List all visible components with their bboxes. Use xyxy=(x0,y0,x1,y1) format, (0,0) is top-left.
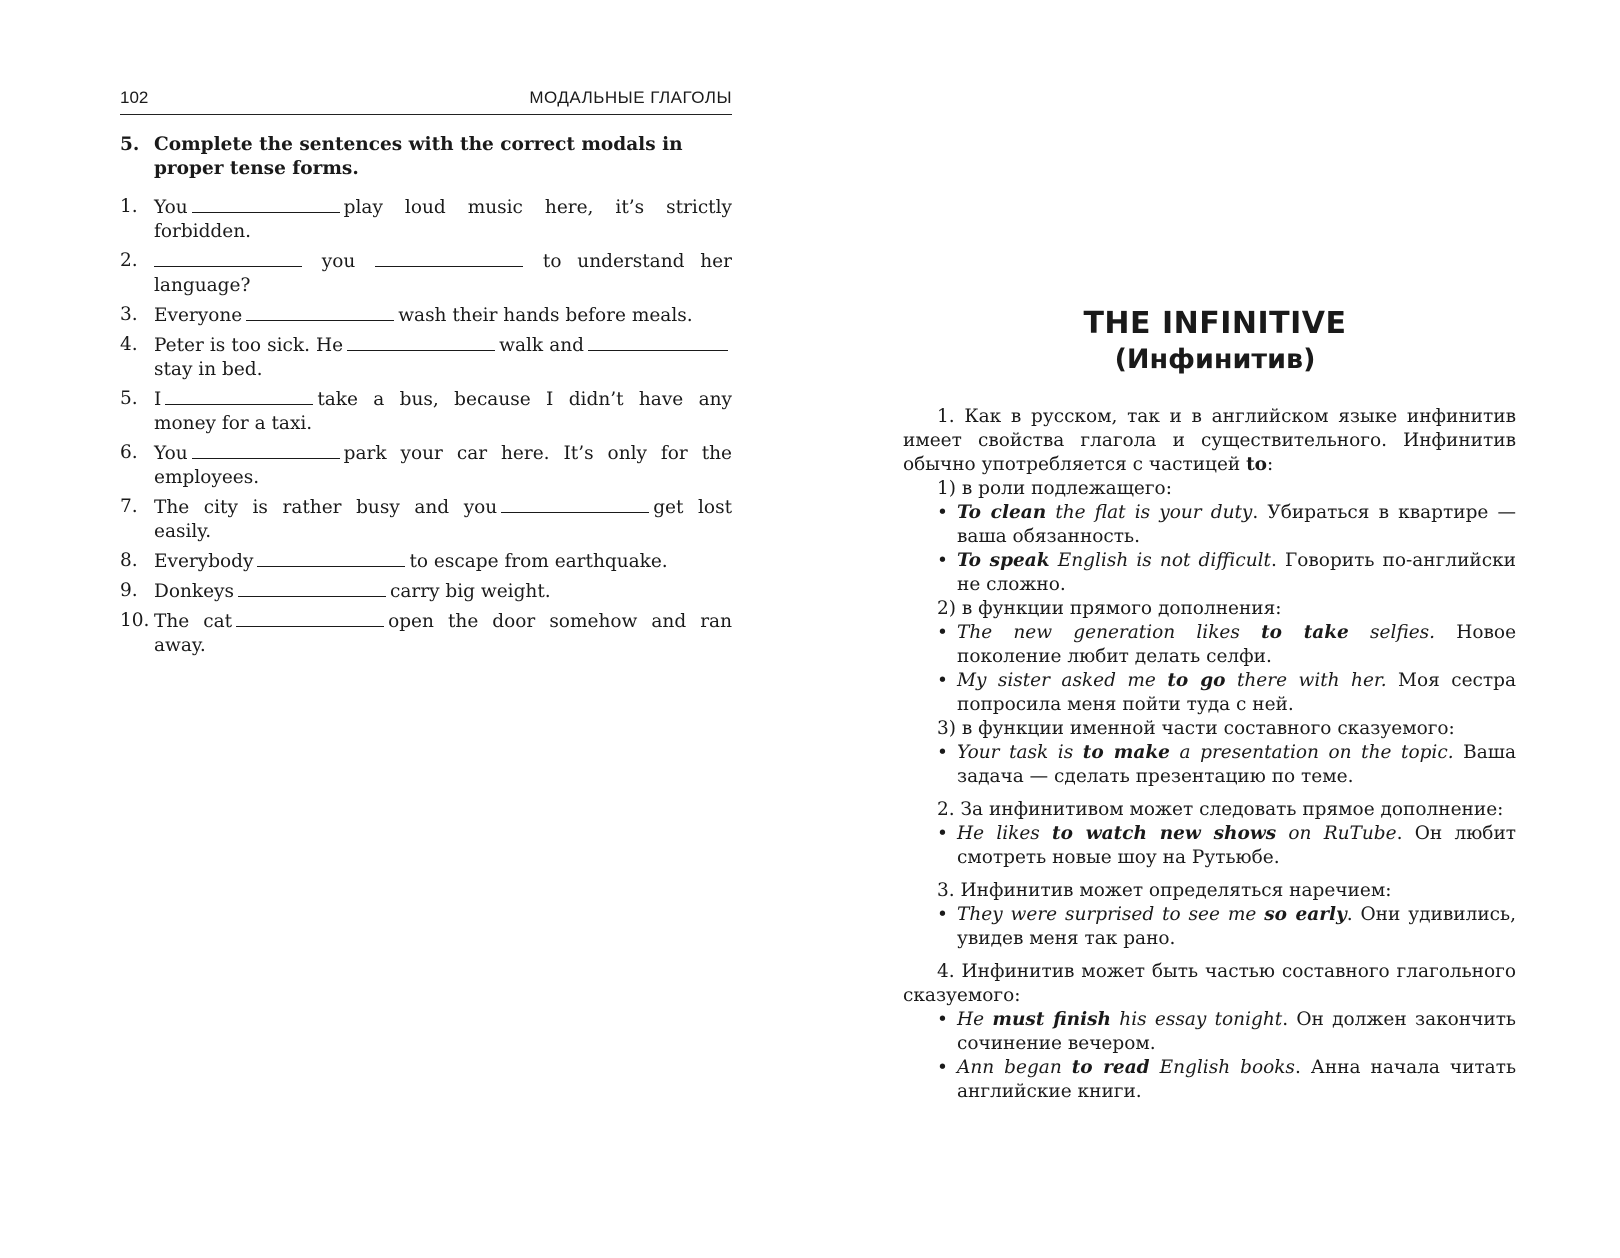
item-number: 4. xyxy=(120,334,138,355)
example-russian: Моя сестра попросила меня пойти туда с ней. xyxy=(957,670,1517,715)
item-number: 2. xyxy=(120,250,138,271)
answer-blank[interactable] xyxy=(257,549,405,567)
answer-blank[interactable] xyxy=(192,195,340,213)
example-russian: Новое поколение любит делать селфи. xyxy=(957,622,1517,667)
exercise-item xyxy=(120,441,732,490)
example-bullet xyxy=(903,621,1516,669)
item-number: 1. xyxy=(120,196,138,217)
paragraph-text: : xyxy=(1267,454,1274,475)
example-bullet xyxy=(903,903,1516,951)
example-bullet xyxy=(903,741,1516,789)
bullet-icon: • xyxy=(937,502,948,523)
example-english: They were surprised to see me xyxy=(957,904,1265,925)
example-bullet xyxy=(903,501,1516,549)
task-instruction: Complete the sentences with the correct modals in proper tense forms. xyxy=(154,134,683,179)
item-text: walk and xyxy=(499,335,584,356)
exercise-item xyxy=(120,303,732,328)
item-text: open the door somehow and ran away. xyxy=(154,611,732,656)
item-number: 8. xyxy=(120,550,138,571)
item-number: 3. xyxy=(120,304,138,325)
example-english: The new generation likes xyxy=(957,622,1262,643)
item-text: I xyxy=(154,389,162,410)
page-number: 102 xyxy=(120,88,149,107)
example-bullet xyxy=(903,1008,1516,1056)
example-infinitive: to read xyxy=(1071,1057,1150,1078)
bullet-icon: • xyxy=(937,904,948,925)
item-text: You xyxy=(154,197,188,218)
exercise-item xyxy=(120,495,732,544)
item-text: The cat xyxy=(154,611,233,632)
example-infinitive: to take xyxy=(1261,622,1349,643)
answer-blank[interactable] xyxy=(375,249,523,267)
item-text: park your car here. It’s only for the employees. xyxy=(154,443,732,488)
particle-to: to xyxy=(1246,454,1267,475)
example-russian: . Он любит смотреть новые шоу на Рутьюбе. xyxy=(957,823,1517,868)
example-infinitive: to go xyxy=(1167,670,1226,691)
example-english: He xyxy=(957,1009,993,1030)
answer-blank[interactable] xyxy=(236,609,384,627)
example-russian: . Говорить по-английски не сложно. xyxy=(957,550,1516,595)
bullet-icon: • xyxy=(937,1057,948,1078)
example-bullet xyxy=(903,669,1516,717)
subsection-label: 3) в функции именной части составного сказуемого: xyxy=(937,718,1455,739)
paragraph-3: 3. Инфинитив может определяться наречием: xyxy=(937,880,1392,901)
example-english: Ann began xyxy=(957,1057,1072,1078)
task-number: 5. xyxy=(120,134,140,155)
example-russian: . Убираться в квартире — ваша обязанность. xyxy=(957,502,1516,547)
example-infinitive: must finish xyxy=(992,1009,1111,1030)
item-text: Everybody xyxy=(154,551,254,572)
subsection-label: 2) в функции прямого дополнения: xyxy=(937,598,1282,619)
bullet-icon: • xyxy=(937,622,948,643)
exercise-list xyxy=(120,195,732,663)
item-text: wash their hands before meals. xyxy=(398,305,693,326)
example-infinitive: To speak xyxy=(957,550,1050,571)
example-russian: . Он должен закончить сочинение вечером. xyxy=(957,1009,1516,1054)
running-head-title: МОДАЛЬНЫЕ ГЛАГОЛЫ xyxy=(529,88,732,107)
exercise-item xyxy=(120,249,732,298)
example-english: a presentation on the topic. xyxy=(1169,742,1454,763)
exercise-item xyxy=(120,609,732,658)
item-text: Everyone xyxy=(154,305,243,326)
example-english: the flat is your duty xyxy=(1046,502,1253,523)
chapter-subtitle: (Инфинитив) xyxy=(1114,344,1316,375)
exercise-item xyxy=(120,549,732,574)
chapter-heading xyxy=(810,306,1620,378)
item-text: carry big weight. xyxy=(390,581,551,602)
item-text: stay in bed. xyxy=(154,359,263,380)
example-bullet xyxy=(903,549,1516,597)
example-english: selfies. xyxy=(1348,622,1436,643)
example-infinitive: to watch new shows xyxy=(1052,823,1277,844)
answer-blank[interactable] xyxy=(347,333,495,351)
item-number: 5. xyxy=(120,388,138,409)
example-infinitive: to make xyxy=(1082,742,1170,763)
item-text: get lost easily. xyxy=(154,497,732,542)
example-english: English books xyxy=(1149,1057,1295,1078)
item-text: play loud music here, it’s strictly forbidden. xyxy=(154,197,732,242)
example-infinitive: To clean xyxy=(957,502,1047,523)
example-bullet xyxy=(903,1056,1516,1104)
paragraph-2: 2. За инфинитивом может следовать прямое дополнение: xyxy=(937,799,1504,820)
chapter-title: THE INFINITIVE xyxy=(1083,306,1347,341)
item-text: to escape from earthquake. xyxy=(409,551,668,572)
item-number: 10. xyxy=(120,610,150,631)
answer-blank[interactable] xyxy=(238,579,386,597)
grammar-content xyxy=(903,405,1516,1104)
answer-blank[interactable] xyxy=(246,303,394,321)
example-english: Your task is xyxy=(957,742,1083,763)
answer-blank[interactable] xyxy=(501,495,649,513)
example-adverb: so early xyxy=(1264,904,1347,925)
bullet-icon: • xyxy=(937,1009,948,1030)
example-english: on RuTube xyxy=(1276,823,1397,844)
example-russian: Ваша задача — сделать презентацию по теме. xyxy=(957,742,1517,787)
paragraph-1 xyxy=(903,405,1516,477)
answer-blank[interactable] xyxy=(588,333,728,351)
example-russian: . Они удивились, увидев меня так рано. xyxy=(957,904,1516,949)
example-bullet xyxy=(903,822,1516,870)
exercise-item xyxy=(120,579,732,604)
example-english: My sister asked me xyxy=(957,670,1168,691)
exercise-item xyxy=(120,333,732,382)
bullet-icon: • xyxy=(937,550,948,571)
exercise-item xyxy=(120,387,732,436)
running-head xyxy=(120,84,732,115)
example-english: English is not difficult xyxy=(1049,550,1271,571)
bullet-icon: • xyxy=(937,742,948,763)
item-number: 9. xyxy=(120,580,138,601)
exercise-item xyxy=(120,195,732,244)
item-text: you xyxy=(321,251,356,272)
item-text: take a bus, because I didn’t have any money for a taxi. xyxy=(154,389,732,434)
item-text: The city is rather busy and you xyxy=(154,497,498,518)
example-english: He likes xyxy=(957,823,1053,844)
paragraph-4: 4. Инфинитив может быть частью составного глагольного сказуемого: xyxy=(903,961,1516,1006)
answer-blank[interactable] xyxy=(165,387,313,405)
paragraph-text: 1. Как в русском, так и в английском языке инфинитив имеет свойства глагола и существительного. Инфинитив обычно употребляется с частицей xyxy=(903,406,1516,475)
item-text: Donkeys xyxy=(154,581,234,602)
example-english: there with her. xyxy=(1225,670,1387,691)
bullet-icon: • xyxy=(937,823,948,844)
example-russian: . Анна начала читать английские книги. xyxy=(957,1057,1517,1102)
answer-blank[interactable] xyxy=(192,441,340,459)
answer-blank[interactable] xyxy=(154,249,302,267)
item-text: Peter is too sick. He xyxy=(154,335,344,356)
item-number: 6. xyxy=(120,442,138,463)
item-number: 7. xyxy=(120,496,138,517)
example-english: his essay tonight xyxy=(1111,1009,1283,1030)
task-heading xyxy=(120,133,732,181)
subsection-label: 1) в роли подлежащего: xyxy=(937,478,1172,499)
item-text: to understand her language? xyxy=(154,251,732,296)
bullet-icon: • xyxy=(937,670,948,691)
item-text: You xyxy=(154,443,188,464)
